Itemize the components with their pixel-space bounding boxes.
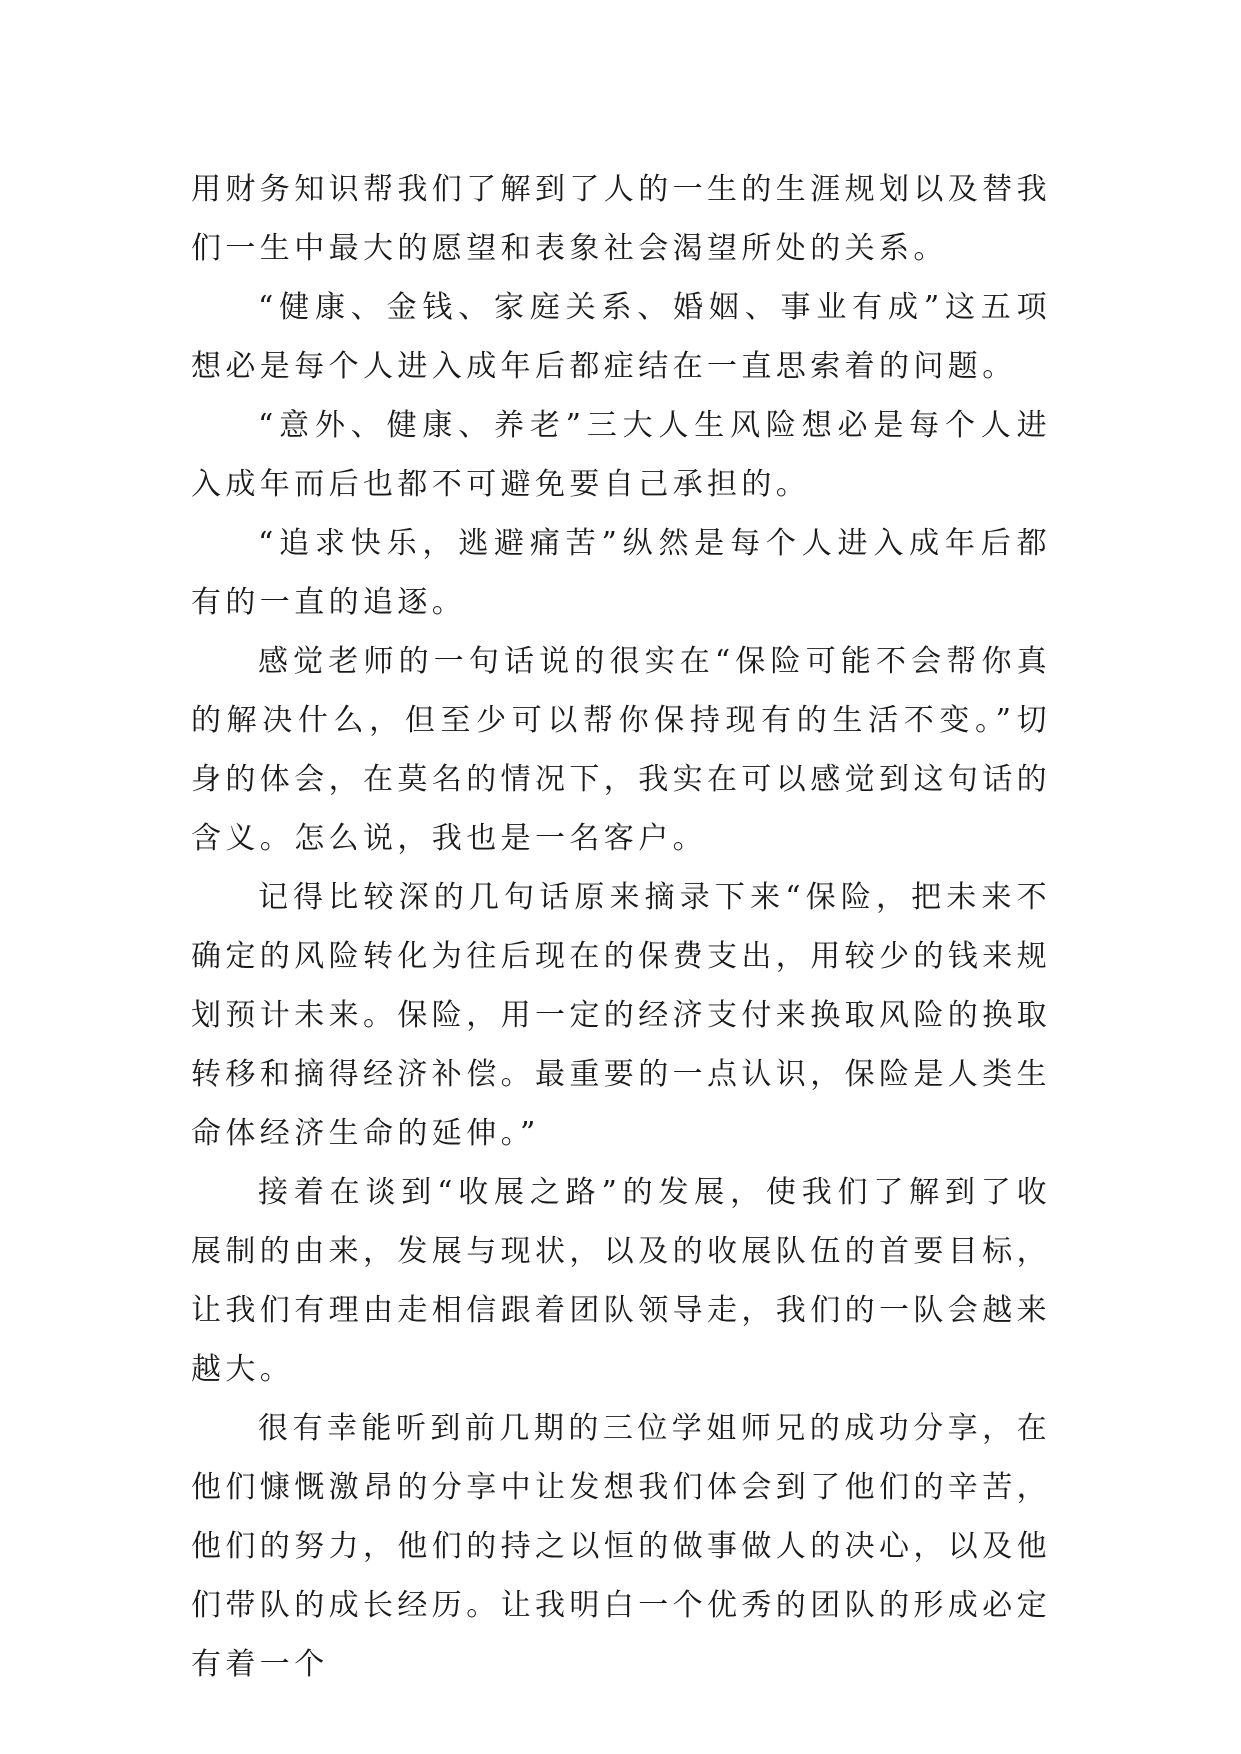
- paragraph: 很有幸能听到前几期的三位学姐师兄的成功分享，在他们慷慨激昂的分享中让发想我们体会到了他们的辛苦，他们的努力，他们的持之以恒的做事做人的决心，以及他们带队的成长经历。让我明白一个优秀的团队的形成必定有着一个: [191, 1411, 1051, 1682]
- paragraph-continuation: 用财务知识帮我们了解到了人的一生的生涯规划以及替我们一生中最大的愿望和表象社会渴望所处的关系。: [191, 172, 1051, 266]
- paragraph: “意外、健康、养老”三大人生风险想必是每个人进入成年而后也都不可避免要自己承担的。: [191, 408, 1051, 502]
- paragraph: 接着在谈到“收展之路”的发展，使我们了解到了收展制的由来，发展与现状，以及的收展队伍的首要目标，让我们有理由走相信跟着团队领导走，我们的一队会越来越大。: [191, 1175, 1051, 1387]
- paragraph: 记得比较深的几句话原来摘录下来“保险，把未来不确定的风险转化为往后现在的保费支出，用较少的钱来规划预计未来。保险，用一定的经济支付来换取风险的换取转移和摘得经济补偿。最重要的一点认识，保险是人类生命体经济生命的延伸。”: [191, 880, 1051, 1151]
- paragraph: “健康、金钱、家庭关系、婚姻、事业有成”这五项想必是每个人进入成年后都症结在一直思索着的问题。: [191, 290, 1051, 384]
- document-body: [191, 160, 1051, 1694]
- paragraph: 感觉老师的一句话说的很实在“保险可能不会帮你真的解决什么，但至少可以帮你保持现有的生活不变。”切身的体会，在莫名的情况下，我实在可以感觉到这句话的含义。怎么说，我也是一名客户。: [191, 644, 1051, 856]
- paragraph: “追求快乐，逃避痛苦”纵然是每个人进入成年后都有的一直的追逐。: [191, 526, 1051, 620]
